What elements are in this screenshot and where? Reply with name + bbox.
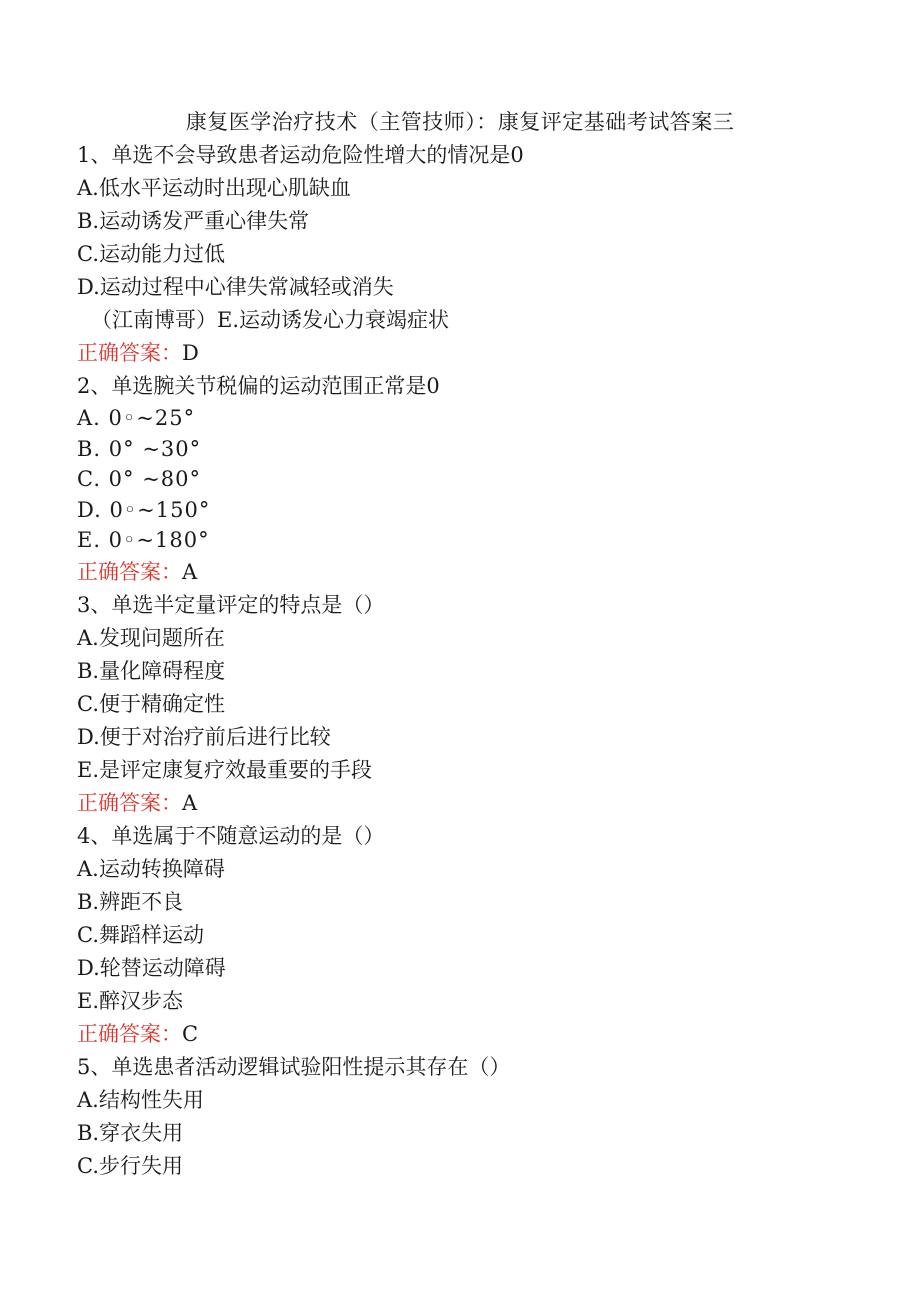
question-4-option-e: E.醉汉步态 [77,988,184,1013]
question-4-option-b: B.辨距不良 [77,889,184,914]
question-4-option-a: A.运动转换障碍 [77,856,225,881]
question-5-option-a: A.结构性失用 [77,1087,204,1112]
question-list [77,139,877,1183]
question-3-option-e: E.是评定康复疗效最重要的手段 [77,757,373,782]
answer-value: C [182,1021,199,1046]
question-2-option-c: C. 0° ~80° [77,467,202,491]
question-1-option-b: B.运动诱发严重心律失常 [77,209,310,233]
question-1-option-e: （江南博哥）E.运动诱发心力衰竭症状 [91,308,450,332]
question-4-option-c: C.舞蹈样运动 [77,922,204,947]
question-2-stem: 2、单选腕关节税偏的运动范围正常是0 [77,374,440,398]
answer-value: D [182,341,199,365]
question-3-stem: 3、单选半定量评定的特点是（） [77,592,385,617]
question-1-stem: 1、单选不会导致患者运动危险性增大的情况是0 [77,143,524,167]
question-4-option-d: D.轮替运动障碍 [77,955,226,980]
question-3-option-d: D.便于对治疗前后进行比较 [77,724,331,749]
question-3-option-a: A.发现问题所在 [77,625,225,650]
answer-label: 正确答案： [77,341,182,365]
question-3-option-b: B.量化障碍程度 [77,658,226,683]
question-3-option-c: C.便于精确定性 [77,691,225,716]
question-1-answer [77,337,877,370]
question-1-option-a: A.低水平运动时出现心肌缺血 [77,176,351,200]
question-2-option-a: A. 0◦~25° [77,406,196,430]
question-2-option-d: D. 0◦~150° [77,497,211,522]
document-title: 康复医学治疗技术（主管技师）：康复评定基础考试答案三 [185,110,735,134]
answer-label: 正确答案： [77,1021,182,1046]
question-4-answer [77,1018,877,1051]
question-5-stem: 5、单选患者活动逻辑试验阳性提示其存在（） [77,1054,511,1079]
question-2-option-b: B. 0° ~30° [77,436,202,461]
question-1-option-c: C.运动能力过低 [77,242,225,266]
question-5-option-b: B.穿衣失用 [77,1120,184,1145]
question-5-option-c: C.步行失用 [77,1153,183,1178]
question-2-option-e: E. 0◦~180° [77,528,210,552]
question-4-stem: 4、单选属于不随意运动的是（） [77,823,385,848]
question-2-answer [77,556,877,589]
answer-label: 正确答案： [77,559,182,584]
question-3-answer [77,787,877,820]
answer-label: 正确答案： [77,790,182,815]
answer-value: A [182,790,198,815]
question-1-option-d: D.运动过程中心律失常减轻或消失 [77,275,394,299]
answer-value: A [182,559,198,584]
